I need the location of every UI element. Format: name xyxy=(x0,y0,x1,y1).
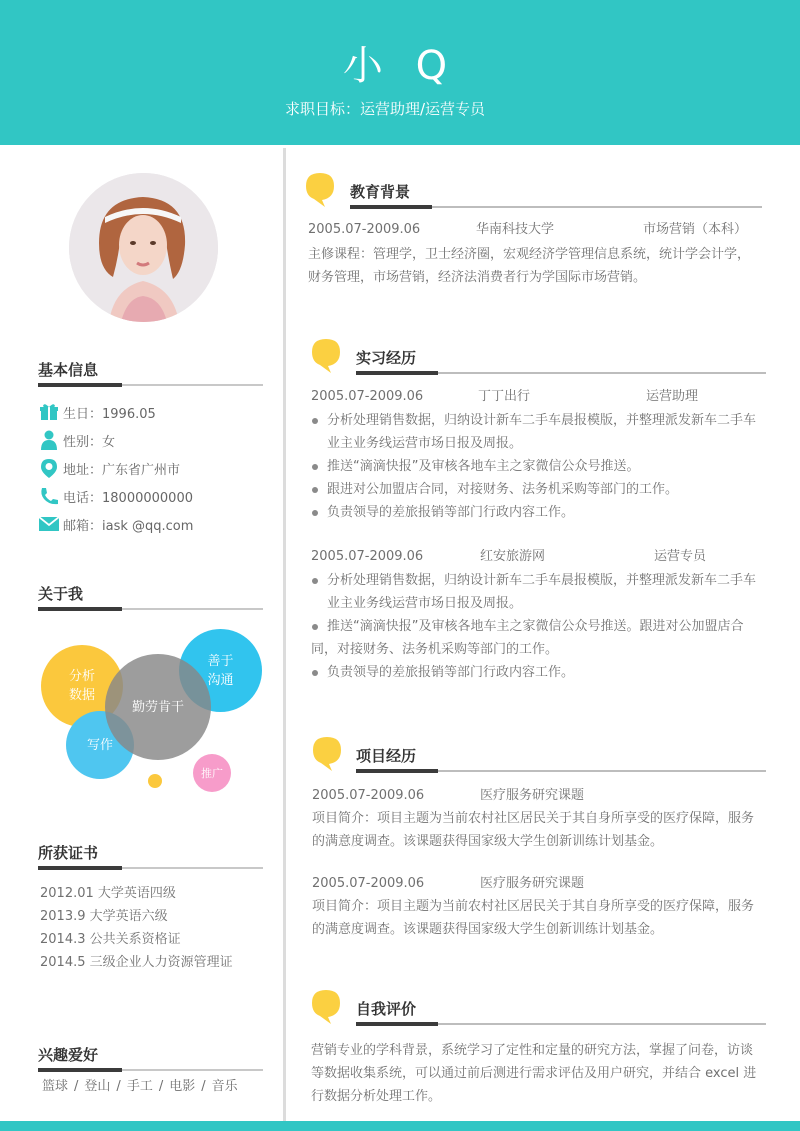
education-rule xyxy=(350,206,762,208)
birthday-row xyxy=(38,401,156,423)
mail-icon xyxy=(38,514,60,534)
self-eval-text: 等数据收集系统，可以通过前后测进行需求评估及用户研究，并结合 excel 进 xyxy=(311,1066,757,1081)
about-title: 关于我 xyxy=(38,585,84,603)
hobby-item: 篮球 xyxy=(42,1079,69,1094)
hobby-separator: / xyxy=(74,1079,79,1094)
email-row xyxy=(38,513,193,535)
hobby-separator: / xyxy=(116,1079,121,1094)
basic-info-rule xyxy=(38,384,263,386)
projects-rule xyxy=(356,770,766,772)
certificate-item: 2014.5 三级企业人力资源管理证 xyxy=(40,955,233,970)
internship-rule xyxy=(356,372,766,374)
phone-icon xyxy=(38,486,60,506)
job-bullet-cont: 业主业务线运营市场日报及周报。 xyxy=(327,596,523,611)
hobby-separator: / xyxy=(201,1079,206,1094)
job-role: 运营助理 xyxy=(646,389,699,404)
hobbies-list xyxy=(42,1075,238,1094)
job-objective: 求职目标：运营助理/运营专员 xyxy=(284,100,486,118)
certificate-item: 2012.01 大学英语四级 xyxy=(40,886,176,901)
job-bullet: 负责领导的差旅报销等部门行政内容工作。 xyxy=(327,661,574,684)
project-name: 医疗服务研究课题 xyxy=(480,876,585,891)
education-title: 教育背景 xyxy=(350,183,411,201)
avatar xyxy=(69,173,218,322)
portrait-image xyxy=(69,173,218,322)
hobby-separator: / xyxy=(158,1079,164,1094)
hobbies-title: 兴趣爱好 xyxy=(38,1046,99,1064)
location-pin-icon xyxy=(38,458,60,478)
project-date: 2005.07-2009.06 xyxy=(312,788,425,803)
certificates-rule xyxy=(38,867,263,869)
hobby-item: 手工 xyxy=(126,1079,153,1094)
hobby-item: 登山 xyxy=(84,1079,111,1094)
header-banner xyxy=(0,0,800,145)
project-desc: 的满意度调查。该课题获得国家级大学生创新训练计划基金。 xyxy=(312,834,664,849)
email-text: 邮箱：iask @qq.com xyxy=(63,518,194,534)
speech-bubble-icon xyxy=(312,736,342,772)
job-company: 红安旅游网 xyxy=(480,549,546,564)
hobby-item: 音乐 xyxy=(211,1079,238,1094)
certificate-item: 2013.9 大学英语六级 xyxy=(40,909,168,924)
bubble-promotion xyxy=(193,754,231,792)
education-school: 华南科技大学 xyxy=(476,222,555,237)
job-bullet: 跟进对公加盟店合同，对接财务、法务机采购等部门的工作。 xyxy=(327,478,678,501)
column-divider xyxy=(283,148,286,1121)
speech-bubble-icon xyxy=(311,989,341,1025)
project-desc: 的满意度调查。该课题获得国家级大学生创新训练计划基金。 xyxy=(312,922,664,937)
gift-icon xyxy=(38,402,60,422)
address-row xyxy=(38,457,180,479)
gender-text: 性别：女 xyxy=(63,434,116,450)
speech-bubble-icon xyxy=(305,172,335,208)
gender-row xyxy=(38,429,115,451)
job-bullet: 负责领导的差旅报销等部门行政内容工作。 xyxy=(327,501,574,524)
job-bullet: 分析处理销售数据，归纳设计新车二手车晨报模版，并整理派发新车二手车 xyxy=(327,409,756,432)
job-date: 2005.07-2009.06 xyxy=(311,549,424,564)
project-date: 2005.07-2009.06 xyxy=(312,876,425,891)
education-courses: 财务管理，市场营销，经济法消费者行为学国际市场营销。 xyxy=(308,270,647,285)
phone-text: 电话：18000000000 xyxy=(63,490,193,506)
bubble-diligent-label: 勤劳肯干 xyxy=(131,699,184,715)
job-bullet: 推送“滴滴快报”及审核各地车主之家微信公众号推送。 xyxy=(327,455,639,478)
self-eval-text: 行数据分析处理工作。 xyxy=(311,1089,442,1104)
job-bullet-cont: 业主业务线运营市场日报及周报。 xyxy=(327,436,523,451)
bubble-promotion-label: 推广 xyxy=(201,766,223,780)
education-courses: 主修课程：管理学，卫士经济圈，宏观经济学管理信息系统，统计学会计学， xyxy=(308,247,751,262)
job-company: 丁丁出行 xyxy=(478,389,531,404)
self-eval-title: 自我评价 xyxy=(356,1000,417,1018)
job-date: 2005.07-2009.06 xyxy=(311,389,424,404)
about-rule xyxy=(38,608,263,610)
certificate-item: 2014.3 公共关系资格证 xyxy=(40,932,181,947)
self-eval-rule xyxy=(356,1023,766,1025)
job-role: 运营专员 xyxy=(654,549,707,564)
person-icon xyxy=(38,430,60,450)
basic-info-title: 基本信息 xyxy=(38,361,99,379)
projects-title: 项目经历 xyxy=(356,747,417,765)
education-date: 2005.07-2009.06 xyxy=(308,222,421,237)
bubble-dot xyxy=(148,774,162,788)
bubble-communicate-label: 善于 沟通 xyxy=(207,653,234,688)
job-bullet: 推送“滴滴快报”及审核各地车主之家微信公众号推送。跟进对公加盟店合 xyxy=(327,615,743,638)
job-bullet: 分析处理销售数据，归纳设计新车二手车晨报模版，并整理派发新车二手车 xyxy=(327,569,756,592)
bubble-writing-label: 写作 xyxy=(86,737,113,753)
project-name: 医疗服务研究课题 xyxy=(480,788,585,803)
internship-title: 实习经历 xyxy=(356,349,417,367)
bubble-analysis-label: 分析 数据 xyxy=(68,669,95,703)
job-bullet-cont: 同，对接财务、法务机采购等部门的工作。 xyxy=(311,642,559,657)
speech-bubble-icon xyxy=(311,338,341,374)
footer-bar xyxy=(0,1121,800,1131)
phone-row xyxy=(38,485,193,507)
project-desc: 项目简介：项目主题为当前农村社区居民关于其自身所享受的医疗保障，服务 xyxy=(312,811,755,826)
address-text: 地址：广东省广州市 xyxy=(63,462,181,478)
birthday-text: 生日：1996.05 xyxy=(63,406,156,422)
certificates-title: 所获证书 xyxy=(38,844,99,862)
hobby-item: 电影 xyxy=(169,1079,196,1094)
bubble-diligent xyxy=(105,654,211,760)
education-major: 市场营销（本科） xyxy=(643,222,748,237)
candidate-name: 小 Q xyxy=(342,43,458,89)
self-eval-text: 营销专业的学科背景，系统学习了定性和定量的研究方法，掌握了问卷，访谈 xyxy=(311,1043,754,1058)
hobbies-rule xyxy=(38,1069,263,1071)
project-desc: 项目简介：项目主题为当前农村社区居民关于其自身所享受的医疗保障，服务 xyxy=(312,899,755,914)
